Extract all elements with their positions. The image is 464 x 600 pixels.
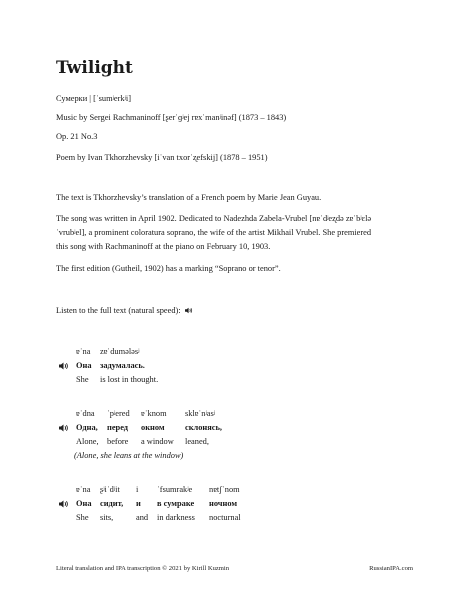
- listen-line: [56, 304, 416, 317]
- english-word: Alone,: [76, 437, 99, 446]
- russian-word: сидит,: [100, 499, 124, 508]
- english-word: nocturnal: [209, 513, 241, 522]
- ipa-word: ɐˈdna: [76, 409, 95, 418]
- russian-word: склонясь,: [185, 423, 223, 432]
- english-word: in darkness: [157, 513, 195, 522]
- english-word: is lost in thought.: [100, 375, 159, 384]
- english-word: She: [76, 513, 89, 522]
- history-line-2: ˈvrubʲel], a prominent coloratura soprano, the wife of the artist Mikhail Vrubel. She premiered: [56, 228, 372, 237]
- speaker-icon[interactable]: [59, 500, 69, 508]
- ipa-word: i: [136, 485, 139, 494]
- russian-title: Сумерки | [ˈsumʲerkʲi]: [56, 94, 132, 103]
- footer-copyright: Literal translation and IPA transcription © 2021 by Kirill Kuzmin: [56, 565, 230, 572]
- poem-credit: Poem by Ivan Tkhorzhevsky [iˈvan txorˈʐefskij] (1878 – 1951): [56, 153, 268, 162]
- russian-word: Она: [76, 499, 92, 508]
- ipa-word: ˈpʲered: [107, 409, 130, 418]
- english-word: She: [76, 375, 89, 384]
- music-credit: Music by Sergei Rachmaninoff [ʂerˈɡʲej rɐxˈmanʲinəf] (1873 – 1843): [56, 113, 287, 122]
- english-word: and: [136, 513, 149, 522]
- ipa-word: ɐˈna: [76, 485, 91, 494]
- ipa-word: ɐˈknom: [141, 409, 167, 418]
- russian-word: Она: [76, 361, 92, 370]
- russian-word: перед: [107, 423, 129, 432]
- ipa-word: nɐtʃˈnom: [209, 485, 240, 494]
- ipa-word: ʂʲiˈdʲit: [100, 485, 120, 494]
- page-title: Twilight: [56, 58, 133, 78]
- english-word: sits,: [100, 513, 114, 522]
- history-line-1: The song was written in April 1902. Dedicated to Nadezhda Zabela-Vrubel [nɐˈdʲeʐdə zɐˈbʲɛlə: [56, 214, 372, 223]
- translation-note: The text is Tkhorzhevsky’s translation of a French poem by Marie Jean Guyau.: [56, 193, 322, 202]
- ipa-word: zɐˈdumələsʲ: [100, 347, 140, 356]
- history-line-3: this song with Rachmaninoff at the piano on February 10, 1903.: [56, 242, 271, 251]
- english-word: before: [107, 437, 129, 446]
- listen-label: Listen to the full text (natural speed):: [56, 306, 181, 315]
- idiomatic-translation: (Alone, she leans at the window): [74, 451, 184, 460]
- footer-site-link[interactable]: RussianIPA.com: [369, 565, 413, 572]
- speaker-icon[interactable]: [185, 307, 193, 314]
- opus-number: Op. 21 No.3: [56, 132, 98, 141]
- russian-word: ночном: [209, 499, 238, 508]
- edition-note: The first edition (Gutheil, 1902) has a marking “Soprano or tenor”.: [56, 264, 281, 273]
- russian-word: Одна,: [76, 423, 98, 432]
- english-word: a window: [141, 437, 174, 446]
- russian-word: окном: [141, 423, 165, 432]
- russian-word: задумалась.: [100, 361, 145, 370]
- ipa-word: ˈfsumrakʲe: [157, 485, 193, 494]
- russian-word: и: [136, 499, 141, 508]
- russian-word: в сумраке: [157, 499, 195, 508]
- ipa-word: ɐˈna: [76, 347, 91, 356]
- english-word: leaned,: [185, 437, 209, 446]
- ipa-word: sklɐˈnʲasʲ: [185, 409, 216, 418]
- speaker-icon[interactable]: [59, 424, 69, 432]
- speaker-icon[interactable]: [59, 362, 69, 370]
